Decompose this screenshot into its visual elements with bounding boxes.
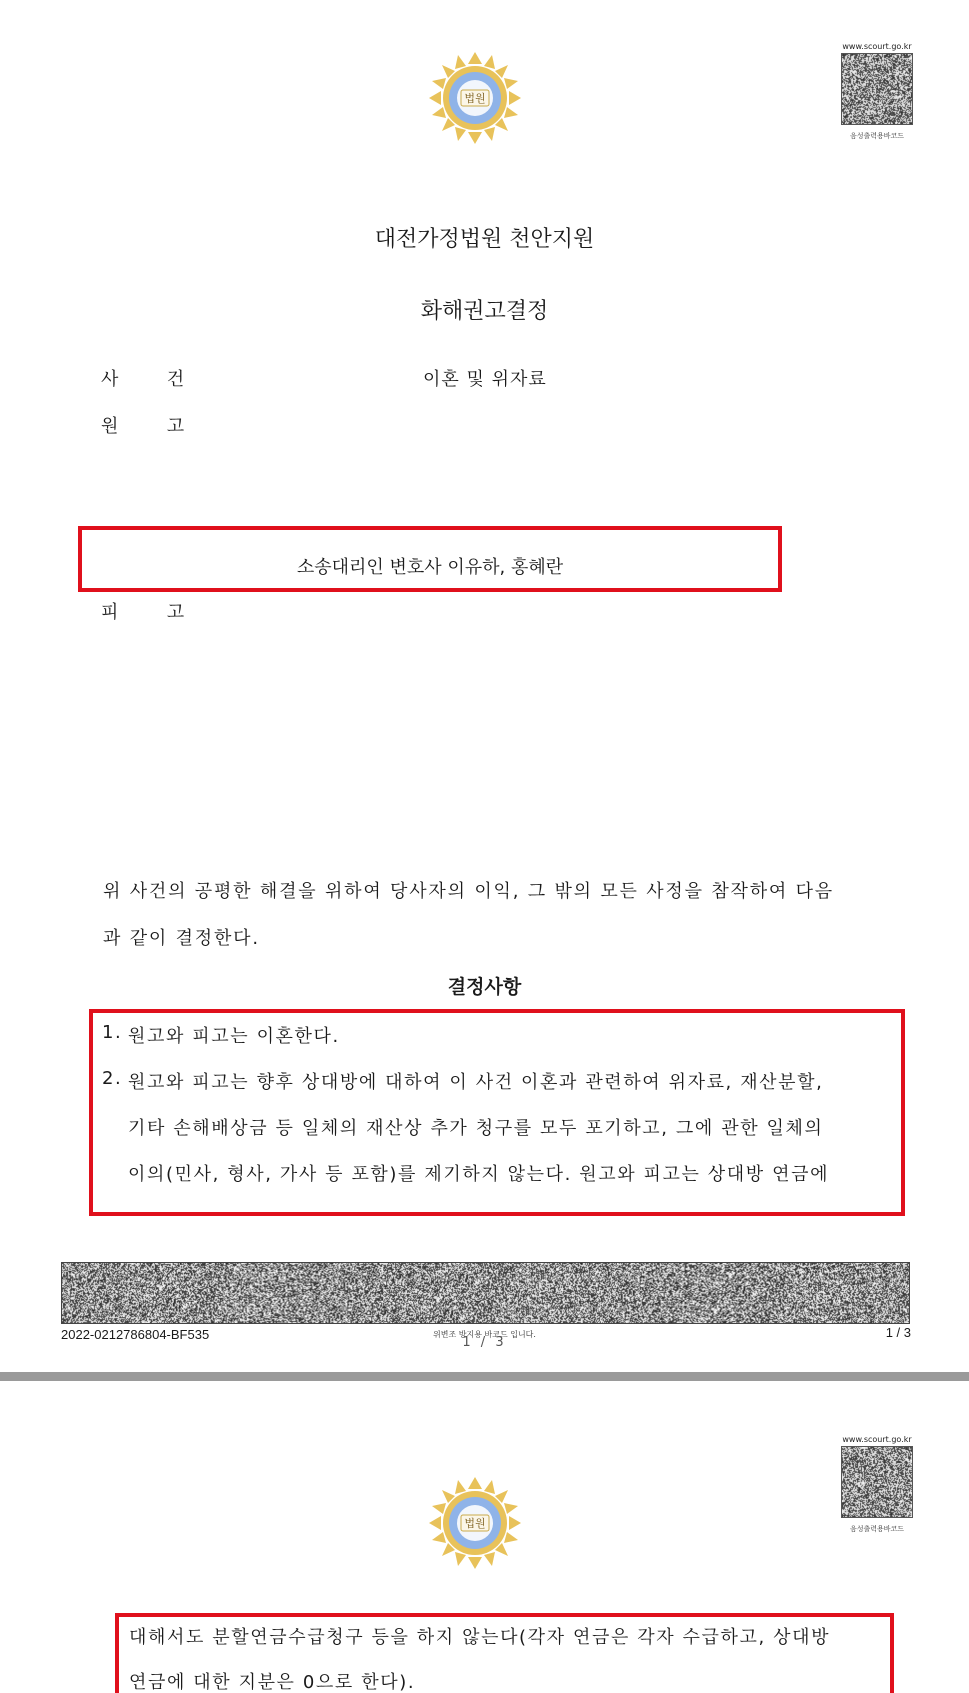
page-separator (0, 1372, 969, 1381)
document-number: 2022-0212786804-BF535 (61, 1327, 210, 1342)
court-name: 대전가정법원 천안지원 (374, 227, 595, 252)
qr-barcode-icon (841, 1446, 913, 1518)
document-page-2 (0, 1381, 969, 1693)
qr-caption: 음성출력용바코드 (849, 132, 905, 140)
page-count: 1 / 3 (885, 1325, 911, 1340)
seal-text: 법원 (464, 92, 486, 105)
item-2-number: 2. (102, 1068, 123, 1089)
qr-barcode (840, 1435, 914, 1534)
item-2-line-3: 이의(민사, 형사, 가사 등 포함)를 제기하지 않는다. 원고와 피고는 상대방 연금에 (128, 1164, 830, 1185)
qr-url: www.scourt.go.kr (842, 42, 912, 51)
qr-caption: 음성출력용바코드 (849, 1525, 905, 1533)
item-2-line-1: 원고와 피고는 향후 상대방에 대하여 이 사건 이혼과 관련하여 위자료, 재산분할, (128, 1072, 824, 1093)
seal-text: 법원 (464, 1517, 486, 1530)
case-value: 이혼 및 위자료 (423, 369, 547, 390)
representative-text: 소송대리인 변호사 이유하, 홍혜란 (296, 557, 564, 578)
case-label: 사 건 (101, 369, 187, 390)
continued-line-1: 대해서도 분할연금수급청구 등을 하지 않는다(각자 연금은 각자 수급하고, 상대방 (129, 1627, 831, 1648)
item-1-line-1: 원고와 피고는 이혼한다. (128, 1026, 340, 1047)
qr-barcode-icon (841, 53, 913, 125)
anti-forgery-barcode (61, 1262, 910, 1324)
defendant-label: 피 고 (101, 602, 187, 623)
qr-url: www.scourt.go.kr (842, 1435, 912, 1444)
qr-barcode (840, 42, 914, 141)
court-seal-icon (427, 1475, 523, 1571)
intro-line-1: 위 사건의 공평한 해결을 위하여 당사자의 이익, 그 밖의 모든 사정을 참작하여 다음 (103, 881, 834, 902)
continued-line-2: 연금에 대한 지분은 0으로 한다). (129, 1672, 416, 1693)
center-page-number: 1 / 3 (462, 1335, 507, 1350)
item-1-number: 1. (102, 1022, 123, 1043)
intro-line-2: 과 같이 결정한다. (103, 928, 260, 949)
barcode-note: 위변조 방지용 바코드 입니다. (433, 1330, 536, 1339)
court-seal-icon (427, 50, 523, 146)
document-title: 화해권고결정 (420, 299, 549, 324)
section-heading: 결정사항 (447, 976, 522, 998)
plaintiff-label: 원 고 (101, 416, 187, 437)
item-2-line-2: 기타 손해배상금 등 일체의 재산상 추가 청구를 모두 포기하고, 그에 관한 일체의 (128, 1118, 824, 1139)
representative-highlight-box (78, 526, 782, 592)
